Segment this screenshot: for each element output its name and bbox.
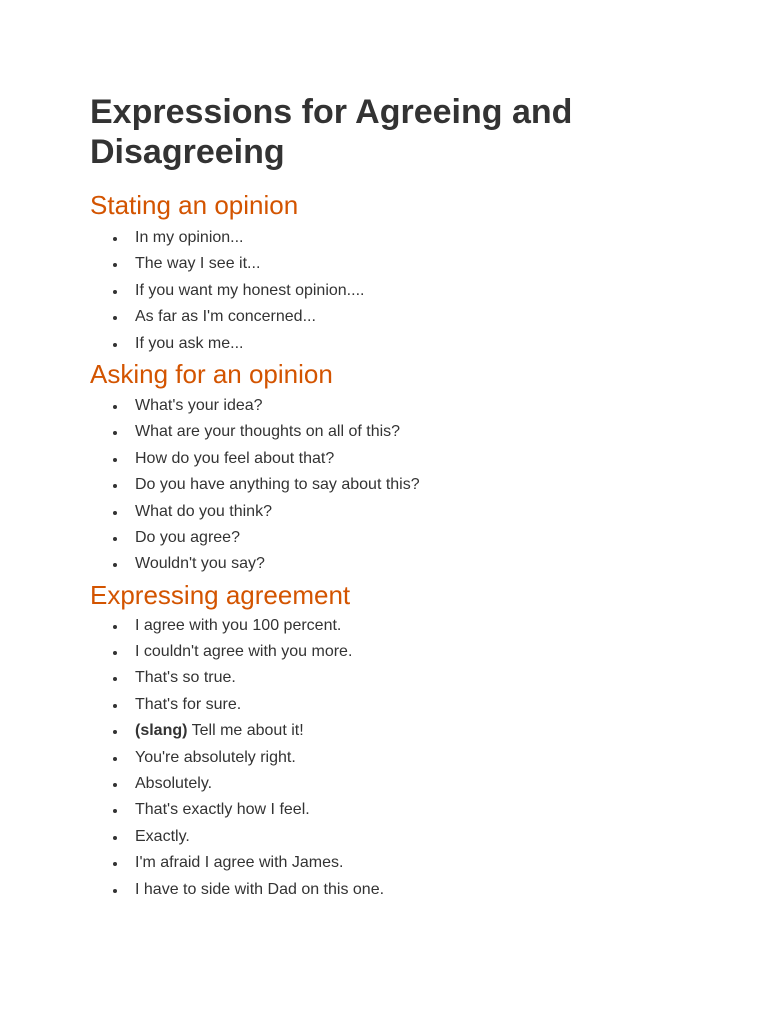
list-item: What do you think? xyxy=(90,499,690,525)
list-item xyxy=(90,718,690,744)
list-item: What are your thoughts on all of this? xyxy=(90,419,690,445)
list-item: As far as I'm concerned... xyxy=(90,304,690,330)
slang-label: (slang) xyxy=(135,722,188,740)
list-item: The way I see it... xyxy=(90,251,690,277)
section-heading-expressing-agreement: Expressing agreement xyxy=(90,579,351,610)
list-expressing-agreement xyxy=(90,613,690,903)
list-item: That's for sure. xyxy=(90,692,690,718)
page-title: Expressions for Agreeing and Disagreeing xyxy=(90,93,573,171)
list-item: Wouldn't you say? xyxy=(90,551,690,577)
list-item: I'm afraid I agree with James. xyxy=(90,850,690,876)
list-item: Exactly. xyxy=(90,824,690,850)
section-heading-asking-opinion: Asking for an opinion xyxy=(90,358,333,389)
list-item: You're absolutely right. xyxy=(90,745,690,771)
list-item: Do you have anything to say about this? xyxy=(90,472,690,498)
list-item: Absolutely. xyxy=(90,771,690,797)
list-item: That's exactly how I feel. xyxy=(90,797,690,823)
list-item: How do you feel about that? xyxy=(90,446,690,472)
list-item-text: Tell me about it! xyxy=(187,722,304,740)
document-page xyxy=(90,92,690,903)
list-item: I have to side with Dad on this one. xyxy=(90,877,690,903)
section-heading-stating-opinion: Stating an opinion xyxy=(90,190,299,220)
list-stating-opinion xyxy=(90,225,690,357)
list-item: Do you agree? xyxy=(90,525,690,551)
list-item: If you ask me... xyxy=(90,331,690,357)
list-item: If you want my honest opinion.... xyxy=(90,278,690,304)
list-item: I agree with you 100 percent. xyxy=(90,613,690,639)
list-item: I couldn't agree with you more. xyxy=(90,639,690,665)
list-item: What's your idea? xyxy=(90,393,690,419)
list-item: In my opinion... xyxy=(90,225,690,251)
list-asking-opinion xyxy=(90,393,690,578)
list-item: That's so true. xyxy=(90,665,690,691)
